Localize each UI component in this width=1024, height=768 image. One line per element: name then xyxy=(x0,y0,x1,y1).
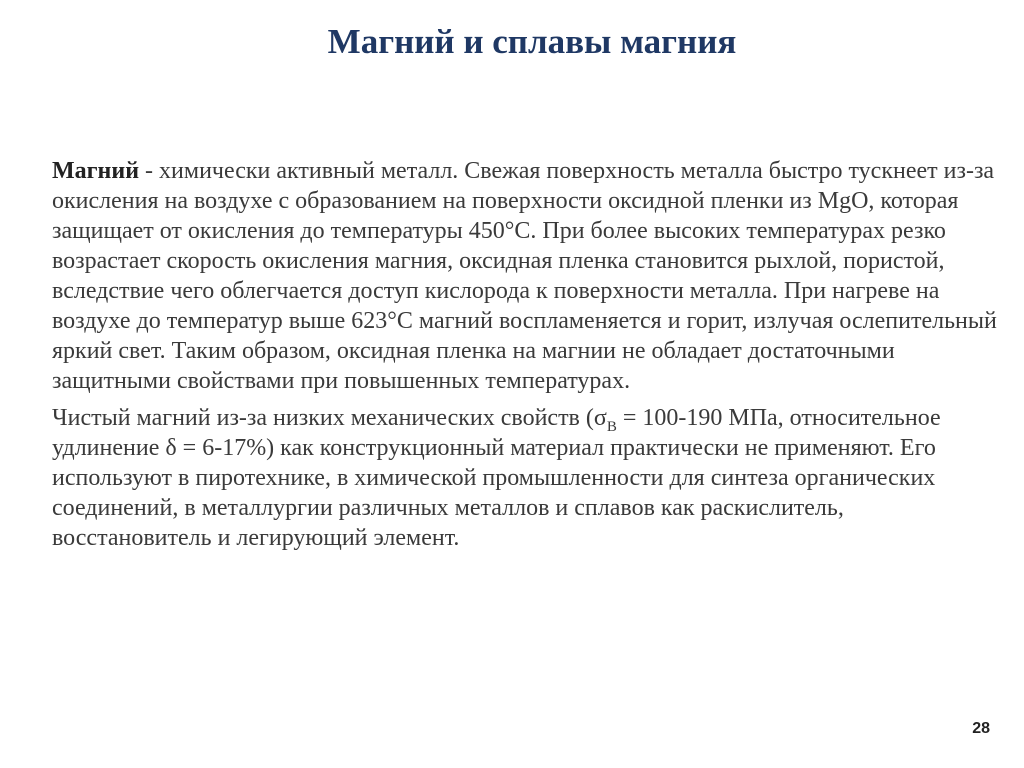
sigma-subscript: В xyxy=(606,418,617,435)
term-magnesium: Магний xyxy=(52,158,140,184)
slide-body xyxy=(52,156,1002,553)
paragraph-magnesium-properties xyxy=(52,156,1002,396)
paragraph-2-text-end: = 100-190 МПа, относительное удлинение δ = 6-17%) как конструкционный материал практически не применяют. Его используют в пиротехнике, в химической промышленности для синтеза органических соединений, в металлургии различных металлов и сплавов как раскислитель, восстановитель и легирующий элемент. xyxy=(52,405,941,551)
paragraph-pure-magnesium-usage xyxy=(52,403,1002,553)
paragraph-1-text: - химически активный металл. Свежая поверхность металла быстро тускнеет из-за окисления на воздухе с образованием на поверхности оксидной пленки из MgO, которая защищает от окисления до температуры 450°С. При более высоких температурах резко возрастает скорость окисления магния, оксидная пленка становится рыхлой, пористой, вследствие чего облегчается доступ кислорода к поверхности металла. При нагреве на воздухе до температур выше 623°С магний воспламеняется и горит, излучая ослепительный яркий свет. Таким образом, оксидная пленка на магнии не обладает достаточными защитными свойствами при повышенных температурах. xyxy=(52,158,997,394)
sigma-symbol: σ xyxy=(593,405,607,431)
page-number: 28 xyxy=(972,720,990,737)
slide-title: Магний и сплавы магния xyxy=(327,22,737,61)
paragraph-2-text-start: Чистый магний из-за низких механических свойств ( xyxy=(52,405,594,431)
